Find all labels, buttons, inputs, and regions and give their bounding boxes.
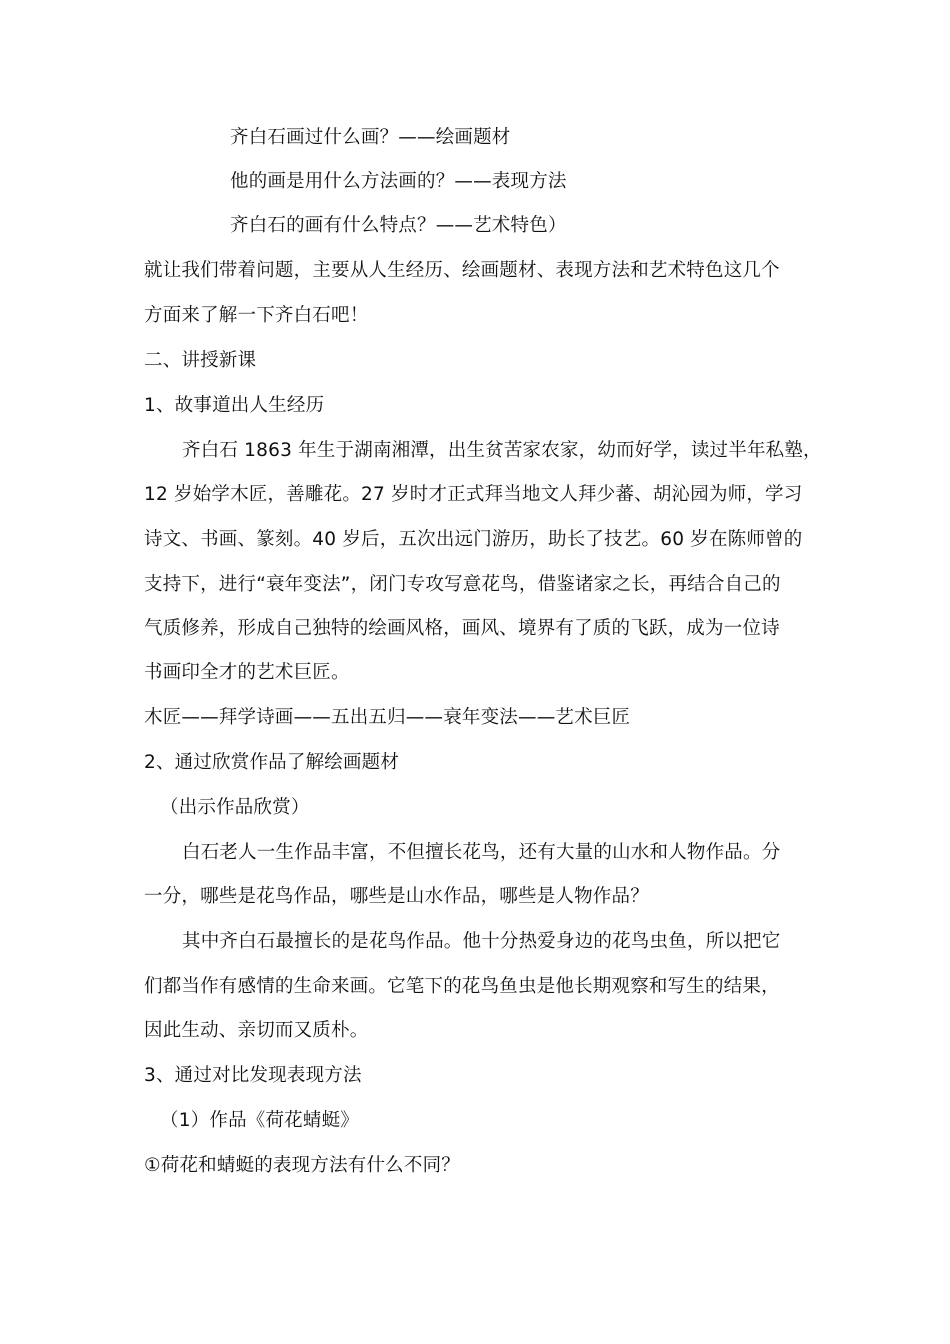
paragraph-line: 气质修养，形成自己独特的绘画风格，画风、境界有了质的飞跃，成为一位诗 [144,618,780,639]
subsection-heading: 1、故事道出人生经历 [144,395,325,416]
subsection-heading: 3、通过对比发现表现方法 [144,1065,362,1086]
paragraph-line: 白石老人一生作品丰富，不但擅长花鸟，还有大量的山水和人物作品。分 [182,842,781,863]
timeline-line: 木匠——拜学诗画——五出五归——衰年变法——艺术巨匠 [144,707,631,728]
paragraph-line: 支持下，进行“衰年变法”，闭门专攻写意花鸟，借鉴诸家之长，再结合自己的 [144,574,781,595]
note-line: （出示作品欣赏） [160,797,310,818]
paragraph-line: 其中齐白石最擅长的是花鸟作品。他十分热爱身边的花鸟虫鱼，所以把它 [182,931,781,952]
question-line: 齐白石画过什么画？——绘画题材 [230,127,511,148]
intro-line: 方面来了解一下齐白石吧！ [144,305,369,326]
paragraph-line: 一分，哪些是花鸟作品，哪些是山水作品，哪些是人物作品？ [144,886,649,907]
paragraph-line: 因此生动、亲切而又质朴。 [144,1020,369,1041]
paragraph-line: 12 岁始学木匠，善雕花。27 岁时才正式拜当地文人拜少蕃、胡沁园为师，学习 [144,484,803,505]
paragraph-line: 们都当作有感情的生命来画。它笔下的花鸟鱼虫是他长期观察和写生的结果， [144,976,780,997]
paragraph-line: 诗文、书画、篆刻。40 岁后，五次出远门游历，助长了技艺。60 岁在陈师曾的 [144,529,803,550]
work-title-line: （1）作品《荷花蜻蜓》 [160,1110,359,1131]
question-line: 他的画是用什么方法画的？——表现方法 [230,171,567,192]
paragraph-line: 齐白石 1863 年生于湖南湘潭，出生贫苦家农家，幼而好学，读过半年私塾， [182,440,822,461]
section-heading: 二、讲授新课 [144,350,257,371]
question-line: 齐白石的画有什么特点？——艺术特色） [230,215,567,236]
intro-line: 就让我们带着问题，主要从人生经历、绘画题材、表现方法和艺术特色这几个 [144,260,780,281]
paragraph-line: 书画印全才的艺术巨匠。 [144,662,350,683]
question-line: ①荷花和蜻蜓的表现方法有什么不同？ [144,1155,460,1176]
subsection-heading: 2、通过欣赏作品了解绘画题材 [144,752,400,773]
